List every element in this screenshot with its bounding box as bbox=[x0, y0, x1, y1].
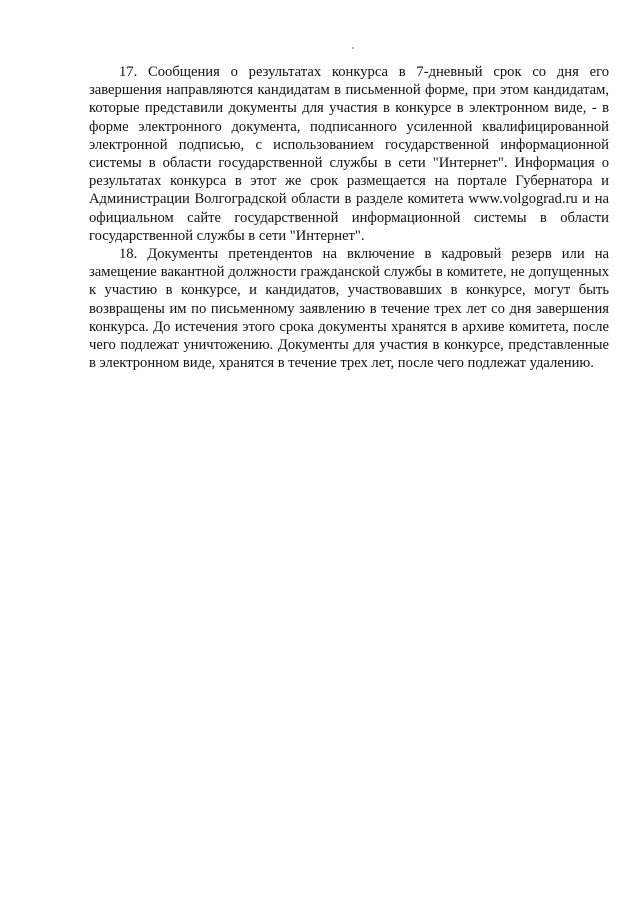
scan-speck bbox=[352, 47, 354, 49]
paragraph-17: 17. Сообщения о результатах конкурса в 7-дневный срок со дня его завершения направляются кандидатам в письменной форме, при этом кандидатам, которые представили документы для участия в конкурсе в электронном виде, - в форме электронного документа, подписанного усиленной квалифицированной электронной подписью, с использованием государственной информационной системы в области государственной службы в сети "Интернет". Информация о результатах конкурса в этот же срок размещается на портале Губернатора и Администрации Волгоградской области в разделе комитета www.volgograd.ru и на официальном сайте государственной информационной системы в области государственной службы в сети "Интернет". bbox=[89, 64, 609, 244]
paragraph-18: 18. Документы претендентов на включение в кадровый резерв или на замещение вакантной должности гражданской службы в комитете, не допущенных к участию в конкурсе, и кандидатов, участвовавших в конкурсе, могут быть возвращены им по письменному заявлению в течение трех лет со дня завершения конкурса. До истечения этого срока документы хранятся в архиве комитета, после чего подлежат уничтожению. Документы для участия в конкурсе, представленные в электронном виде, хранятся в течение трех лет, после чего подлежат удалению. bbox=[89, 246, 609, 372]
document-body bbox=[89, 63, 609, 372]
